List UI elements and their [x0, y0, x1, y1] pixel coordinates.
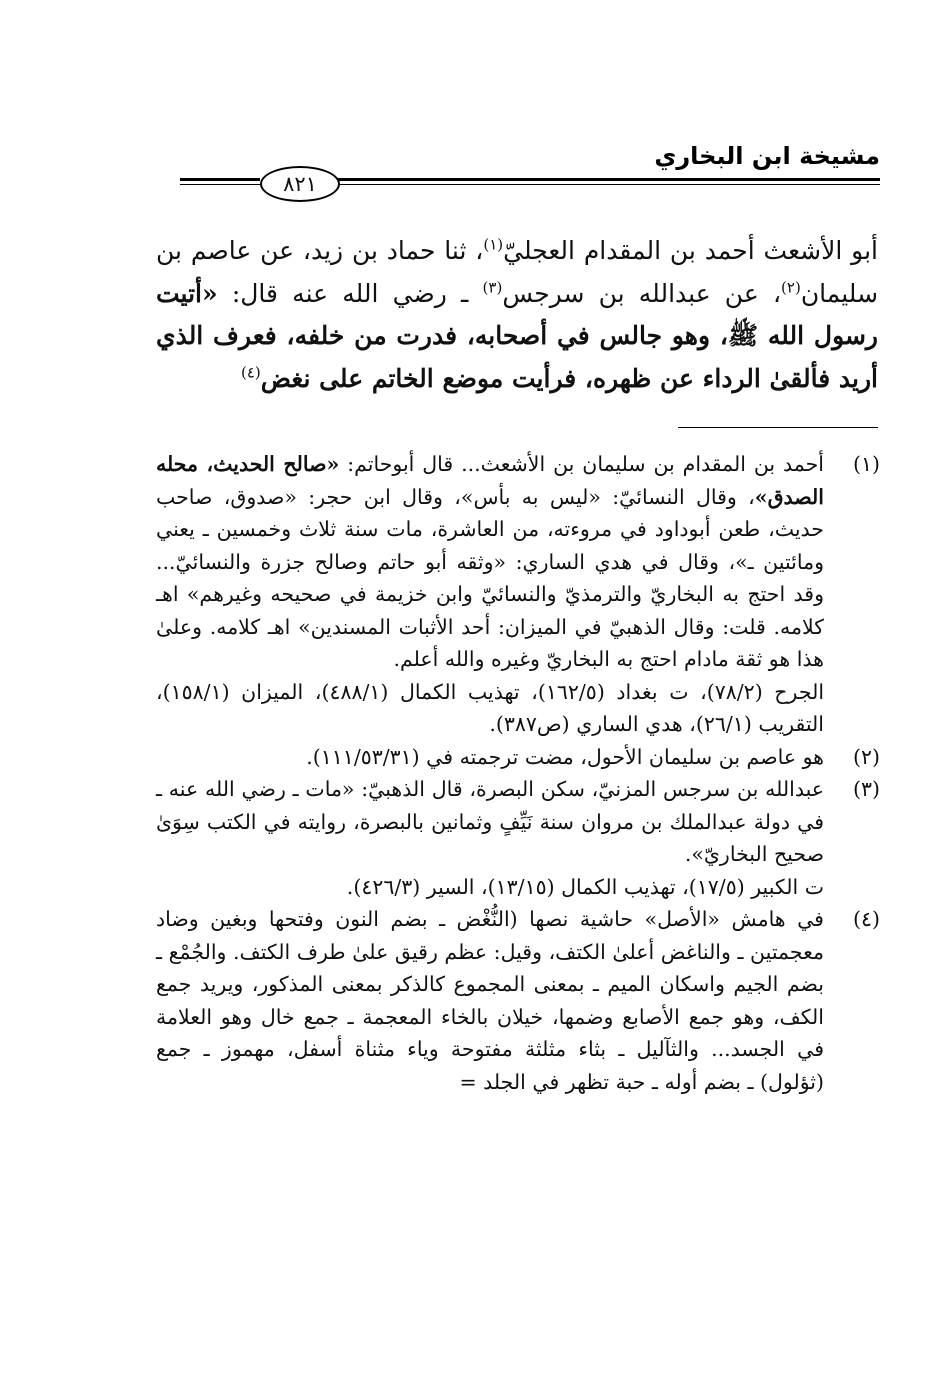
footnote-paragraph: [156, 773, 824, 871]
footnote-number: (٣): [852, 777, 880, 801]
footnote-paragraph: [156, 903, 824, 1098]
footnote-paragraph: [156, 871, 824, 904]
hadith-text: «أتيت رسول الله ﷺ، وهو جالس في أصحابه، فدرت من خلفه، فعرف الذي أريد فألقىٰ الرداء عن ظهره، فرأيت موضع الخاتم على نغض: [156, 278, 878, 393]
footnote-ref: (٤): [240, 363, 261, 382]
footnote-text: أحمد بن المقدام بن سليمان بن الأشعث... قال أبوحاتم:: [339, 452, 824, 476]
footnote-text: عبدالله بن سرجس المزنيّ، سكن البصرة، قال الذهبيّ: «مات ـ رضي الله عنه ـ في دولة عبدالملك بن مروان سنة نَيِّفٍ وثمانين بالبصرة، روايته في الكتب سِوَىٰ صحيح البخاريّ».: [156, 777, 824, 866]
footnote: [156, 903, 880, 1098]
footnote-text: ت الكبير (١٧/٥)، تهذيب الكمال (١٣/١٥)، السير (٤٢٦/٣).: [346, 874, 824, 899]
footnote: [156, 741, 880, 774]
main-text: [156, 230, 878, 400]
footnote-number: (٤): [852, 907, 880, 931]
footnotes: [156, 448, 880, 1098]
header-rule: [180, 184, 260, 185]
footnote-text: في هامش «الأصل» حاشية نصها (النُّغْض ـ بضم النون وفتحها وبغين وضاد معجمتين ـ والناغض أعلىٰ الكتف، وقيل: عظم رقيق علىٰ طرف الكتف. والجُمْع ـ بضم الجيم واسكان الميم ـ بمعنى المجموع كالذكر بمعنى المذكور، ويريد جمع الكف، وهو جمع الأصابع وضمها، خيلان بالخاء المعجمة ـ جمع خال وهو العلامة في الجسد... والثآليل ـ بثاء مثلثة مفتوحة وياء مثناة أسفل، مهموز ـ جمع (ثؤلول) ـ بضم أوله ـ حبة تظهر في الجلد =: [156, 907, 824, 1094]
footnote-text: ، وقال النسائيّ: «ليس به بأس»، وقال ابن حجر: «صدوق، صاحب حديث، طعن أبوداود في مروءته، من العاشرة، مات سنة ثلاث وخمسين ـ يعني ومائتين ـ»، وقال في هدي الساري: «وثقه أبو حاتم وصالح جزرة والنسائيّ... وقد احتج به البخاريّ والترمذيّ والنسائيّ وابن خزيمة في صحيحه وغيرهم» اهـ كلامه. قلت: وقال الذهبيّ في الميزان: أحد الأثبات المسندين» اهـ كلامه. وعلىٰ هذا هو ثقة مادام احتج به البخاريّ وغيره والله أعلم.: [156, 484, 824, 671]
footnote: [156, 773, 880, 903]
footnote-paragraph: [156, 676, 824, 741]
main-text-segment: ـ رضي الله عنه قال:: [217, 278, 483, 308]
footnote-paragraph: [156, 448, 824, 676]
main-text-segment: ، عن عبدالله بن سرجس: [502, 278, 782, 308]
footnote-text: الجرح (٧٨/٢)، ت بغداد (١٦٢/٥)، تهذيب الكمال (٤٨٨/١)، الميزان (١٥٨/١)، التقريب (٢٦/١)، هدي الساري (ص٣٨٧).: [156, 679, 825, 736]
footnote-separator: [678, 427, 878, 428]
footnote: [156, 448, 880, 741]
header-rule: [180, 178, 260, 181]
footnote-ref: (١): [483, 235, 504, 254]
footnote-paragraph: [156, 741, 824, 774]
page-number: ٨٢١: [260, 166, 340, 202]
header-rule: [336, 178, 880, 181]
main-text-segment: أبو الأشعث أحمد بن المقدام العجليّ: [503, 236, 878, 265]
running-header-title: مشيخة ابن البخاري: [654, 142, 880, 170]
footnote-text: هو عاصم بن سليمان الأحول، مضت ترجمته في (١١١/٥٣/٣١).: [306, 744, 824, 769]
footnote-ref: (٢): [781, 278, 801, 297]
footnote-number: (٢): [852, 744, 880, 769]
footnote-bold-text: «صالح الحديث، محله الصدق»: [156, 452, 824, 509]
header-rule: [336, 184, 880, 185]
footnote-number: (١): [852, 452, 880, 476]
main-text-segment: ، ثنا حماد بن زيد، عن عاصم بن سليمان: [156, 236, 879, 308]
footnote-ref: (٣): [482, 278, 503, 297]
